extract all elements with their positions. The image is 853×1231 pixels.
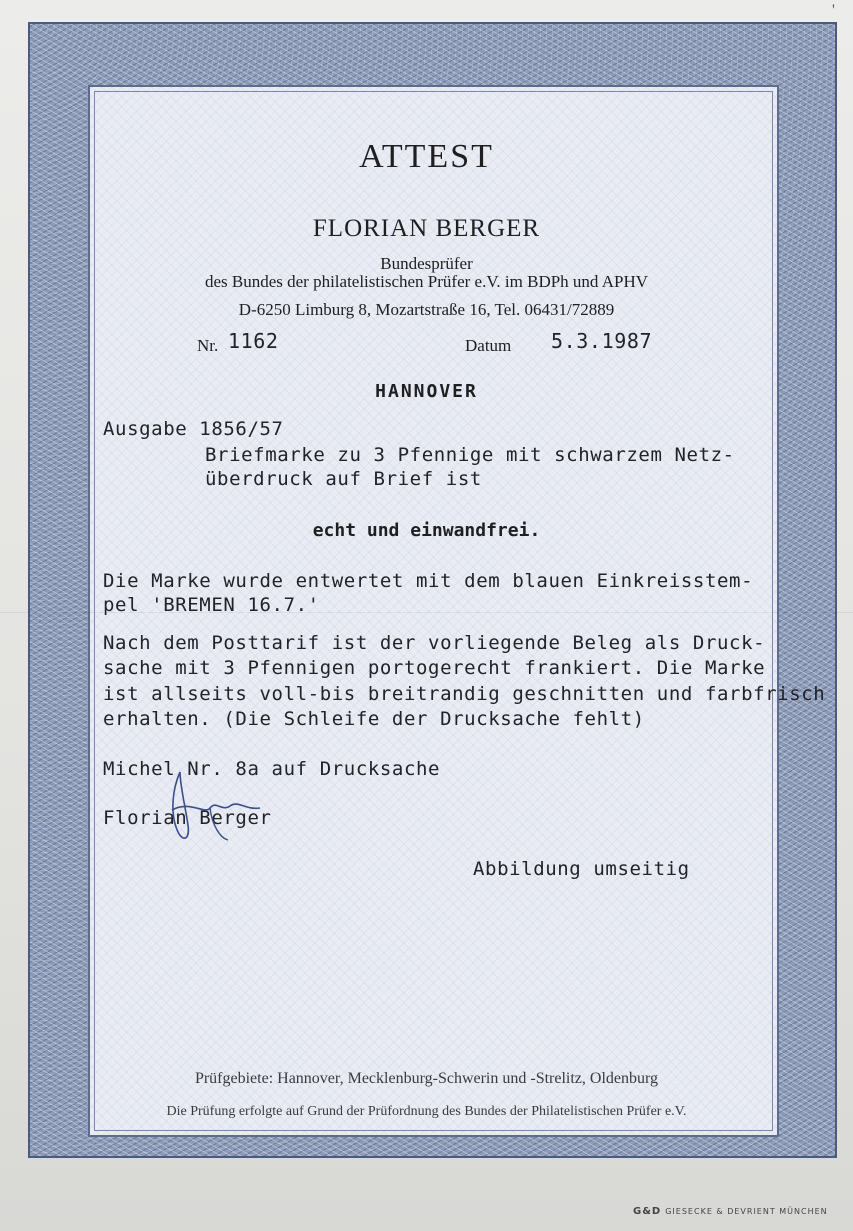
signer-name: Florian Berger [103, 807, 272, 829]
datum-label: Datum [465, 336, 512, 355]
ausgabe-line: Ausgabe 1856/57 [103, 418, 284, 440]
nr-value: 1162 [228, 329, 279, 353]
datum-value: 5.3.1987 [551, 329, 653, 353]
printer-name: GIESECKE & DEVRIENT MÜNCHEN [665, 1207, 828, 1216]
description-line-1: Briefmarke zu 3 Pfennige mit schwarzem Netz- [205, 444, 735, 466]
certificate-title: ATTEST [359, 138, 494, 175]
nr-label: Nr. [197, 336, 219, 355]
printer-logo-icon: G&D [633, 1206, 662, 1217]
examination-statement: Die Prüfung erfolgte auf Grund der Prüfordnung des Bundes der Philatelistischen Prüfer e.V. [166, 1104, 687, 1119]
cancel-line-2: pel 'BREMEN 16.7.' [103, 594, 320, 616]
examiner-role: Bundesprüfer [380, 254, 473, 273]
note-line-1: Nach dem Posttarif ist der vorliegende Beleg als Druck- [103, 632, 766, 654]
examiner-address: D-6250 Limburg 8, Mozartstraße 16, Tel. 06431/72889 [238, 300, 615, 319]
region-heading: HANNOVER [375, 381, 478, 402]
verdict: echt und einwandfrei. [312, 520, 541, 541]
examiner-organization: des Bundes der philatelistischen Prüfer e.V. im BDPh und APHV [204, 272, 649, 291]
corner-mark: ' [832, 2, 835, 19]
note-line-3: ist allseits voll-bis breitrandig geschnitten und farbfrisch [103, 683, 826, 705]
note-line-4: erhalten. (Die Schleife der Drucksache fehlt) [103, 708, 645, 730]
cancel-line-1: Die Marke wurde entwertet mit dem blauen Einkreisstem- [103, 570, 754, 592]
description-line-2: überdruck auf Brief ist [205, 468, 482, 490]
examiner-name: FLORIAN BERGER [312, 215, 541, 242]
printer-imprint [633, 1206, 828, 1217]
note-line-2: sache mit 3 Pfennigen portogerecht frankiert. Die Marke [103, 657, 766, 679]
catalog-line: Michel Nr. 8a auf Drucksache [103, 758, 441, 780]
handwritten-signature [150, 770, 300, 850]
reverse-note: Abbildung umseitig [473, 858, 690, 880]
examination-areas: Prüfgebiete: Hannover, Mecklenburg-Schwerin und -Strelitz, Oldenburg [194, 1070, 659, 1087]
